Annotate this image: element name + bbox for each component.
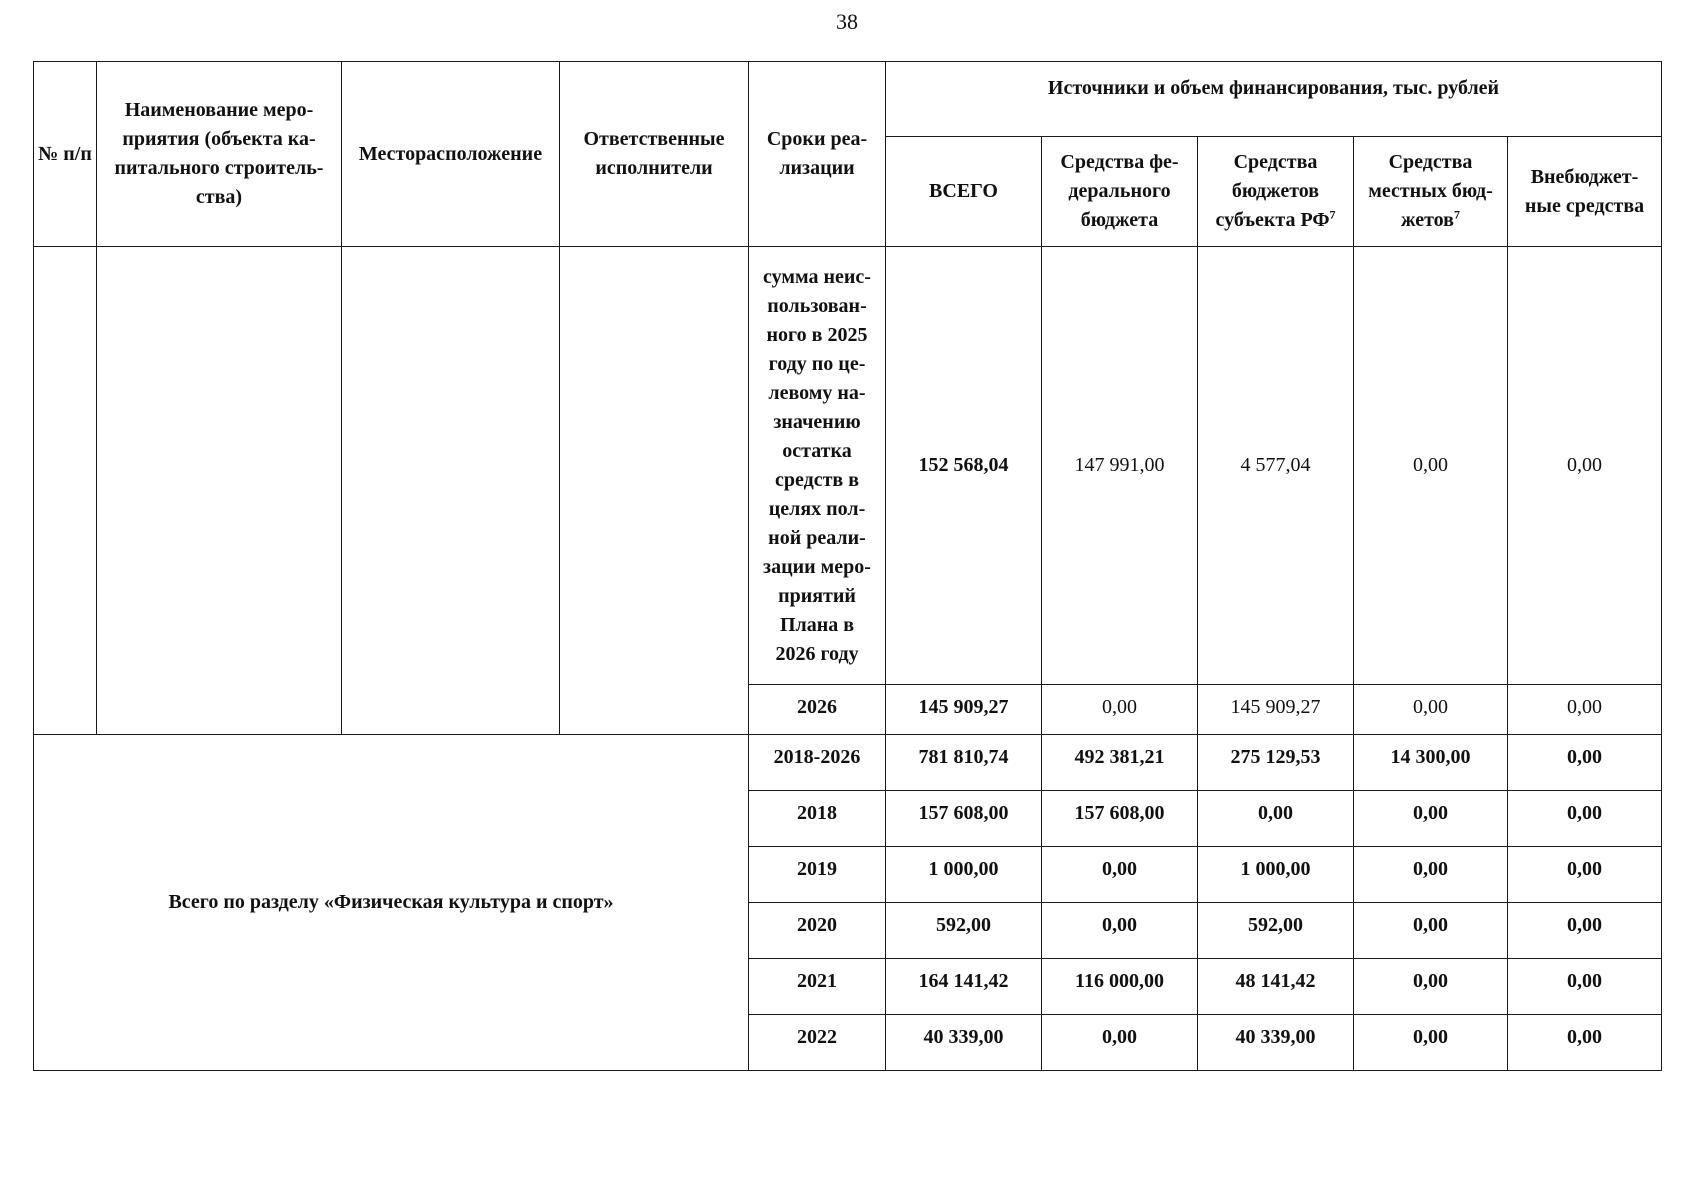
cell-term: 2026: [749, 685, 886, 735]
cell-total: 781 810,74: [886, 735, 1042, 791]
cell-federal: 0,00: [1042, 903, 1198, 959]
cell-extra: 0,00: [1508, 1015, 1662, 1071]
header-federal: [1042, 137, 1198, 247]
header-location: [342, 62, 560, 247]
cell-term: 2021: [749, 959, 886, 1015]
header-location-label: Месторасположение: [358, 142, 543, 165]
header-num-label: № п/п: [38, 142, 92, 165]
cell-extra: 0,00: [1508, 903, 1662, 959]
header-local-line: Средства: [1388, 151, 1473, 173]
cell-federal: 0,00: [1042, 847, 1198, 903]
cell-total: 592,00: [886, 903, 1042, 959]
cell-term: 2020: [749, 903, 886, 959]
header-subject-text: субъекта РФ: [1215, 209, 1330, 231]
header-name-line: питального строитель-: [114, 157, 324, 179]
term-line: целях пол-: [768, 497, 866, 520]
cell-location: [342, 247, 560, 735]
header-local-line-last: [1358, 206, 1503, 235]
cell-local: 14 300,00: [1354, 735, 1508, 791]
cell-local: 0,00: [1354, 903, 1508, 959]
term-line: приятий: [778, 584, 856, 607]
header-subject-line: Средства: [1233, 151, 1318, 173]
term-line: ного в 2025: [766, 323, 868, 346]
header-funding-label: Источники и объем финансирования, тыс. рублей: [1047, 77, 1500, 99]
cell-local: 0,00: [1354, 685, 1508, 735]
header-name-line: Наименование меро-: [124, 99, 314, 121]
header-executors: [560, 62, 749, 247]
cell-term: 2019: [749, 847, 886, 903]
financing-table: [33, 61, 1662, 1071]
table-row: [34, 247, 1662, 685]
header-name-line: ства): [195, 186, 243, 208]
cell-extra: 0,00: [1508, 735, 1662, 791]
cell-subject: 592,00: [1198, 903, 1354, 959]
header-name: [97, 62, 342, 247]
cell-term: [749, 247, 886, 685]
term-line: остатка: [782, 439, 852, 462]
term-line: пользован-: [767, 294, 867, 317]
cell-extra: 0,00: [1508, 685, 1662, 735]
header-subject: [1198, 137, 1354, 247]
cell-total: 1 000,00: [886, 847, 1042, 903]
cell-name: [97, 247, 342, 735]
cell-local: 0,00: [1354, 847, 1508, 903]
cell-num: [34, 247, 97, 735]
header-row-1: [34, 62, 1662, 137]
header-terms-line: Сроки реа-: [766, 128, 868, 150]
term-line: сумма неис-: [763, 265, 871, 288]
header-local-text: жетов: [1401, 209, 1454, 231]
cell-subject: 40 339,00: [1198, 1015, 1354, 1071]
cell-term: 2022: [749, 1015, 886, 1071]
header-extra: [1508, 137, 1662, 247]
cell-term: 2018-2026: [749, 735, 886, 791]
cell-federal: 116 000,00: [1042, 959, 1198, 1015]
header-subject-line: бюджетов: [1231, 180, 1320, 202]
cell-local: 0,00: [1354, 791, 1508, 847]
cell-executors: [560, 247, 749, 735]
cell-local: 0,00: [1354, 959, 1508, 1015]
cell-extra: 0,00: [1508, 959, 1662, 1015]
header-terms: [749, 62, 886, 247]
header-total: [886, 137, 1042, 247]
header-executors-line: исполнители: [595, 157, 713, 179]
term-line: ной реали-: [768, 526, 866, 549]
cell-total: 164 141,42: [886, 959, 1042, 1015]
cell-subject: 1 000,00: [1198, 847, 1354, 903]
cell-federal: 0,00: [1042, 1015, 1198, 1071]
cell-total: 145 909,27: [886, 685, 1042, 735]
cell-subject: 4 577,04: [1198, 247, 1354, 685]
cell-subject: 0,00: [1198, 791, 1354, 847]
total-row: [34, 735, 1662, 791]
cell-total: 157 608,00: [886, 791, 1042, 847]
cell-extra: 0,00: [1508, 791, 1662, 847]
term-line: левому на-: [768, 381, 866, 404]
cell-local: 0,00: [1354, 247, 1508, 685]
term-line: Плана в: [779, 613, 855, 636]
section-total-label: Всего по разделу «Физическая культура и спорт»: [34, 735, 749, 1071]
footnote-ref: 7: [1329, 207, 1336, 222]
term-line: зации меро-: [763, 555, 871, 578]
header-federal-line: дерального: [1068, 180, 1171, 202]
header-extra-line: Внебюджет-: [1530, 165, 1639, 188]
header-funding: [886, 62, 1662, 137]
footnote-ref: 7: [1453, 207, 1460, 222]
cell-subject: 145 909,27: [1198, 685, 1354, 735]
header-name-line: приятия (объекта ка-: [122, 128, 316, 150]
cell-total: 152 568,04: [886, 247, 1042, 685]
page-number: 38: [836, 9, 858, 34]
header-executors-line: Ответственные: [583, 128, 725, 150]
cell-subject: 48 141,42: [1198, 959, 1354, 1015]
cell-extra: 0,00: [1508, 247, 1662, 685]
cell-total: 40 339,00: [886, 1015, 1042, 1071]
term-line: значению: [773, 410, 861, 433]
cell-term: 2018: [749, 791, 886, 847]
header-extra-line: ные средства: [1524, 194, 1645, 217]
header-subject-line-last: [1202, 206, 1349, 235]
header-total-label: ВСЕГО: [929, 180, 998, 202]
header-local: [1354, 137, 1508, 247]
header-terms-line: лизации: [779, 157, 855, 179]
cell-federal: 0,00: [1042, 685, 1198, 735]
cell-extra: 0,00: [1508, 847, 1662, 903]
header-federal-line: бюджета: [1080, 209, 1159, 231]
cell-local: 0,00: [1354, 1015, 1508, 1071]
term-line: средств в: [774, 468, 860, 491]
cell-subject: 275 129,53: [1198, 735, 1354, 791]
header-local-line: местных бюд-: [1368, 180, 1493, 202]
header-num: [34, 62, 97, 247]
header-federal-line: Средства фе-: [1060, 151, 1179, 173]
term-line: 2026 году: [775, 642, 859, 665]
term-line: году по це-: [768, 352, 866, 375]
cell-federal: 157 608,00: [1042, 791, 1198, 847]
cell-federal: 147 991,00: [1042, 247, 1198, 685]
cell-federal: 492 381,21: [1042, 735, 1198, 791]
